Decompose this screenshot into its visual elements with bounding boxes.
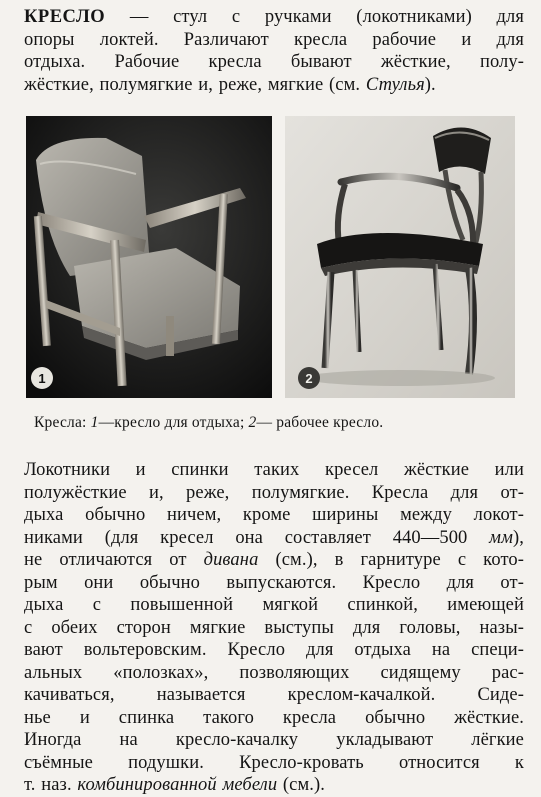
intro-line-3: отдыха. Рабочие кресла бывают жёсткие, полу- [24,52,524,72]
body-line: съёмные подушки. Кресло-кровать относится к [24,752,524,773]
body-line: нье и спинка такого кресла обычно жёсткие. [24,707,524,728]
body-line: т. наз. комбинированной мебели (см.). [24,775,326,795]
body-line: альных «полозках», позволяющих сидящему рас- [24,662,524,683]
body-line: Локотники и спинки таких кресел жёсткие или [24,460,524,480]
body-line: вают вольтеровским. Кресло для отдыха на специ- [24,640,524,660]
lounge-armchair-illustration [26,116,272,398]
intro-line-4: жёсткие, полумягкие и, реже, мягкие (см. Стулья). [24,74,436,95]
article-intro [24,6,524,96]
body-line: Иногда на кресло-качалку укладывают лёгкие [24,730,524,750]
body-line: дыха с повышенной мягкой спинкой, имеющей [24,595,524,615]
article-headword: КРЕСЛО [24,7,106,27]
figure-number-2: 2 [305,371,313,386]
body-line: с обеих сторон мягкие выступы для головы, назы- [24,617,524,638]
body-line: дыха обычно ничем, кроме ширины между локот- [24,505,524,525]
article-body [24,459,524,797]
photo-lounge-armchair [26,116,272,398]
cross-reference[interactable]: Стулья [365,74,425,95]
body-line: не отличаются от дивана (см.), в гарнитуре с кото- [24,550,524,570]
body-line: качиваться, называется креслом-качалкой. Сиде- [24,685,524,705]
cross-reference[interactable]: комбинированной мебели [77,775,278,795]
body-line: рым они обычно выпускаются. Кресло для от- [24,572,524,593]
intro-line-1: КРЕСЛО — стул с ручками (локотниками) для [24,7,524,27]
photo-work-chair [285,116,515,398]
cross-reference[interactable]: дивана [203,550,259,570]
figure-number-1: 1 [38,371,46,386]
intro-line-2: опоры локтей. Различают кресла рабочие и для [24,29,524,50]
work-chair-illustration [285,116,515,398]
body-line: полужёсткие и, реже, полумягкие. Кресла для от- [24,482,524,503]
body-line: никами (для кресел она составляет 440—500 мм), [24,527,524,548]
figure-caption: Кресла: 1—кресло для отдыха; 2— рабочее кресло. [34,414,384,431]
